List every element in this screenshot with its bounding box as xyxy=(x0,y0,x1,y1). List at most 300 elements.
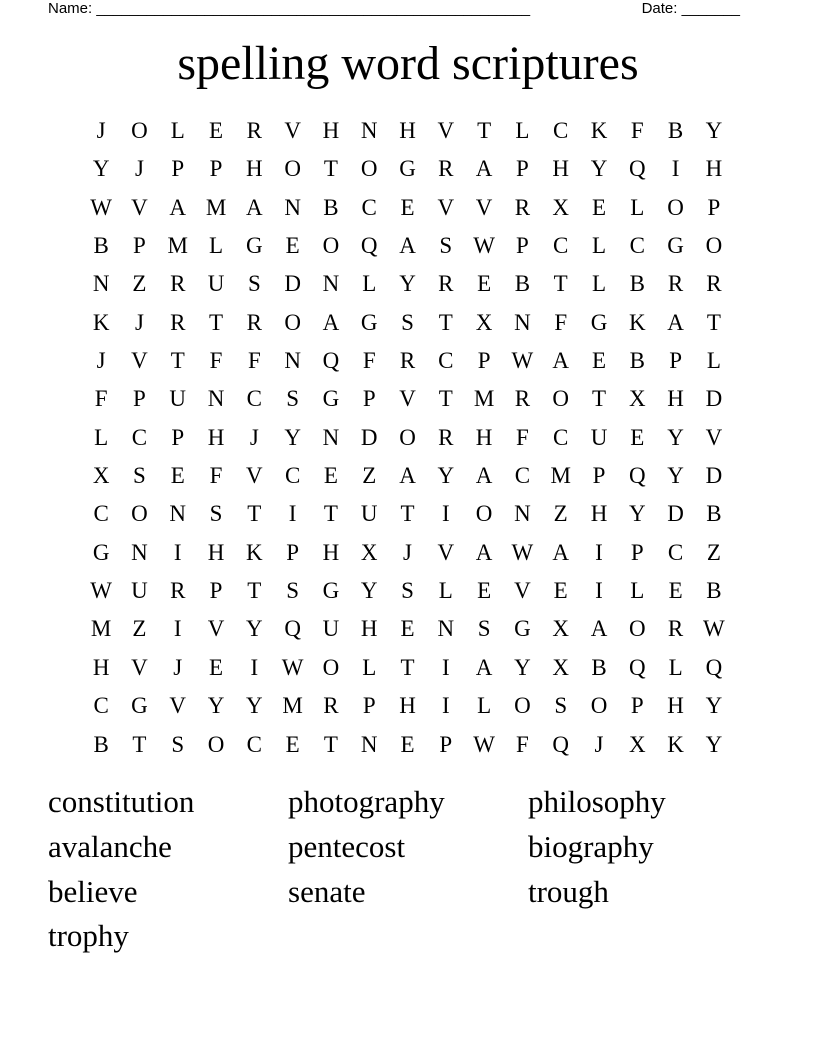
grid-letter: W xyxy=(703,616,725,642)
grid-letter: V xyxy=(437,539,455,565)
grid-letter: B xyxy=(591,654,607,680)
grid-letter: H xyxy=(246,156,263,182)
grid-letter: W xyxy=(511,539,534,565)
grid-letter: X xyxy=(92,463,110,489)
grid-row xyxy=(82,380,733,418)
grid-letter: Y xyxy=(360,578,378,604)
grid-letter: Q xyxy=(628,654,646,680)
grid-letter: H xyxy=(667,386,684,412)
grid-letter: B xyxy=(629,348,645,374)
grid-letter: K xyxy=(246,539,263,565)
grid-letter: A xyxy=(475,463,493,489)
grid-letter: K xyxy=(590,118,608,143)
grid-letter: C xyxy=(438,348,454,374)
grid-letter: H xyxy=(552,156,570,182)
grid-letter: L xyxy=(706,348,721,374)
grid-letter: S xyxy=(286,386,300,412)
grid-letter: N xyxy=(207,386,225,412)
grid-letter: S xyxy=(554,693,568,719)
grid-letter: R xyxy=(667,271,684,297)
grid-letter: F xyxy=(554,309,568,335)
grid-letter: R xyxy=(399,348,416,374)
grid-letter: U xyxy=(207,271,225,297)
grid-letter: Y xyxy=(399,271,416,297)
grid-letter: A xyxy=(399,463,416,489)
grid-letter: L xyxy=(362,654,377,680)
word-bank-item: avalanche xyxy=(48,828,172,864)
grid-letter: R xyxy=(246,309,262,335)
grid-letter: Y xyxy=(705,693,723,719)
grid-letter: I xyxy=(441,654,450,680)
grid-letter: F xyxy=(209,348,223,374)
grid-letter: U xyxy=(360,501,378,527)
grid-letter: K xyxy=(92,309,110,335)
grid-letter: E xyxy=(170,463,185,489)
grid-letter: N xyxy=(169,501,187,527)
grid-letter: N xyxy=(322,424,340,450)
grid-letter: W xyxy=(473,233,495,259)
grid-row xyxy=(82,227,733,265)
grid-letter: C xyxy=(93,501,109,527)
grid-letter: T xyxy=(438,386,453,412)
grid-letter: B xyxy=(629,271,645,297)
grid-letter: T xyxy=(323,501,338,527)
grid-letter: T xyxy=(706,309,721,335)
worksheet-title: spelling word scriptures xyxy=(177,37,639,90)
grid-letter: A xyxy=(399,233,416,259)
grid-letter: O xyxy=(705,233,723,259)
grid-letter: L xyxy=(94,424,109,450)
grid-letter: A xyxy=(475,539,493,565)
grid-letter: S xyxy=(477,616,491,642)
grid-letter: N xyxy=(360,731,378,757)
grid-letter: U xyxy=(590,424,608,450)
grid-letter: S xyxy=(133,463,146,489)
grid-letter: M xyxy=(473,386,495,412)
grid-letter: I xyxy=(595,539,603,565)
grid-letter: X xyxy=(552,616,570,642)
grid-letter: H xyxy=(590,501,608,527)
grid-letter: Z xyxy=(553,501,568,527)
grid-letter: T xyxy=(247,578,262,604)
grid-letter: L xyxy=(668,654,683,680)
grid-letter: T xyxy=(477,118,492,143)
grid-row xyxy=(82,457,733,495)
grid-letter: X xyxy=(360,539,378,565)
grid-letter: H xyxy=(399,118,416,143)
grid-letter: T xyxy=(323,731,338,757)
grid-letter: P xyxy=(362,693,376,719)
word-search-grid xyxy=(82,112,733,764)
grid-letter: L xyxy=(170,118,185,143)
name-field-label: Name: ____________________________________________________ xyxy=(48,0,531,17)
grid-letter: N xyxy=(131,539,148,565)
grid-letter: C xyxy=(284,463,301,489)
grid-letter: Y xyxy=(246,693,263,719)
word-bank xyxy=(48,780,768,959)
grid-letter: G xyxy=(246,233,263,259)
grid-letter: R xyxy=(706,271,722,297)
grid-letter: Y xyxy=(92,156,110,182)
grid-letter: V xyxy=(514,578,531,604)
grid-letter: T xyxy=(247,501,262,527)
grid-letter: S xyxy=(439,233,453,259)
grid-letter: J xyxy=(173,654,183,680)
word-bank-item: senate xyxy=(288,873,366,909)
word-bank-item: biography xyxy=(528,828,654,864)
grid-letter: T xyxy=(591,386,607,412)
grid-row xyxy=(82,495,733,533)
grid-letter: N xyxy=(437,616,455,642)
grid-letter: E xyxy=(400,616,415,642)
grid-letter: N xyxy=(284,348,301,374)
grid-letter: Y xyxy=(705,118,723,143)
grid-letter: A xyxy=(590,616,608,642)
grid-letter: Y xyxy=(246,616,263,642)
grid-letter: O xyxy=(475,501,493,527)
grid-letter: D xyxy=(705,463,723,489)
grid-letter: P xyxy=(477,348,491,374)
grid-letter: L xyxy=(438,578,453,604)
grid-letter: S xyxy=(286,578,300,604)
grid-letter: F xyxy=(247,348,261,374)
grid-row xyxy=(82,649,733,687)
grid-letter: R xyxy=(170,578,186,604)
grid-letter: Q xyxy=(360,233,378,259)
grid-letter: A xyxy=(552,348,570,374)
grid-row xyxy=(82,726,733,764)
grid-letter: Y xyxy=(667,463,684,489)
grid-letter: L xyxy=(630,578,645,604)
grid-letter: P xyxy=(669,348,682,374)
grid-letter: N xyxy=(514,309,531,335)
grid-letter: H xyxy=(475,424,493,450)
grid-letter: E xyxy=(630,424,645,450)
grid-letter: P xyxy=(707,194,721,220)
grid-letter: P xyxy=(133,386,146,412)
grid-letter: M xyxy=(550,463,571,489)
grid-letter: F xyxy=(630,118,644,143)
grid-letter: A xyxy=(475,654,493,680)
grid-letter: X xyxy=(552,194,570,220)
grid-letter: Y xyxy=(514,654,531,680)
grid-letter: O xyxy=(590,693,608,719)
grid-letter: F xyxy=(362,348,376,374)
grid-letter: G xyxy=(360,309,378,335)
grid-letter: B xyxy=(667,118,684,143)
grid-letter: Q xyxy=(284,616,301,642)
grid-letter: M xyxy=(205,194,227,220)
grid-letter: P xyxy=(592,463,606,489)
grid-letter: E xyxy=(209,118,224,143)
grid-letter: E xyxy=(477,578,492,604)
grid-letter: Y xyxy=(437,463,455,489)
grid-row xyxy=(82,342,733,380)
grid-letter: D xyxy=(705,386,723,412)
grid-letter: P xyxy=(209,578,223,604)
grid-letter: M xyxy=(282,693,303,719)
grid-letter: E xyxy=(285,731,300,757)
grid-letter: Y xyxy=(207,693,225,719)
grid-row xyxy=(82,572,733,610)
grid-letter: E xyxy=(400,194,415,220)
word-bank-item: pentecost xyxy=(288,828,406,864)
grid-letter: W xyxy=(473,731,495,757)
grid-letter: S xyxy=(401,578,414,604)
grid-letter: P xyxy=(516,233,529,259)
grid-letter: S xyxy=(171,731,185,757)
grid-letter: W xyxy=(90,194,112,220)
grid-letter: R xyxy=(170,271,186,297)
grid-letter: J xyxy=(134,309,144,335)
grid-letter: R xyxy=(323,693,339,719)
grid-letter: T xyxy=(400,654,415,680)
grid-letter: N xyxy=(92,271,110,297)
grid-letter: C xyxy=(514,463,531,489)
grid-letter: E xyxy=(668,578,683,604)
grid-row xyxy=(82,112,733,150)
word-bank-item: trough xyxy=(528,873,609,909)
grid-letter: S xyxy=(247,271,261,297)
grid-letter: Q xyxy=(628,463,646,489)
grid-letter: H xyxy=(207,424,225,450)
grid-letter: N xyxy=(360,118,378,143)
grid-letter: A xyxy=(246,194,263,220)
grid-letter: N xyxy=(322,271,340,297)
grid-letter: C xyxy=(361,194,377,220)
grid-letter: B xyxy=(323,194,339,220)
grid-letter: M xyxy=(167,233,188,259)
grid-letter: I xyxy=(173,616,182,642)
grid-letter: E xyxy=(591,348,607,374)
grid-letter: Y xyxy=(284,424,301,450)
grid-letter: I xyxy=(288,501,297,527)
grid-letter: Q xyxy=(322,348,340,374)
grid-row xyxy=(82,189,733,227)
grid-letter: I xyxy=(441,501,450,527)
grid-letter: B xyxy=(706,501,722,527)
grid-letter: H xyxy=(92,654,110,680)
grid-letter: C xyxy=(629,233,645,259)
word-bank-item: trophy xyxy=(48,918,129,954)
grid-letter: O xyxy=(628,616,646,642)
grid-letter: O xyxy=(131,501,148,527)
grid-letter: X xyxy=(628,386,646,412)
grid-letter: Z xyxy=(132,271,147,297)
grid-letter: T xyxy=(553,271,568,297)
grid-letter: V xyxy=(207,616,225,642)
grid-letter: C xyxy=(246,731,262,757)
grid-row xyxy=(82,419,733,457)
grid-letter: A xyxy=(169,194,187,220)
grid-letter: A xyxy=(475,156,493,182)
grid-letter: B xyxy=(514,271,531,297)
date-field-label: Date: _______ xyxy=(641,0,740,17)
grid-letter: U xyxy=(169,386,187,412)
grid-letter: T xyxy=(209,309,224,335)
grid-letter: O xyxy=(284,156,301,182)
grid-letter: I xyxy=(441,693,450,719)
grid-letter: V xyxy=(131,348,148,374)
grid-letter: F xyxy=(516,424,529,450)
grid-letter: R xyxy=(438,271,454,297)
grid-letter: O xyxy=(552,386,570,412)
grid-letter: J xyxy=(594,731,604,757)
grid-letter: E xyxy=(400,731,415,757)
grid-letter: R xyxy=(170,309,186,335)
grid-letter: O xyxy=(207,731,225,757)
grid-letter: O xyxy=(360,156,378,182)
grid-letter: R xyxy=(246,118,262,143)
grid-letter: A xyxy=(667,309,684,335)
grid-letter: P xyxy=(171,424,185,450)
grid-letter: A xyxy=(552,539,570,565)
grid-letter: L xyxy=(515,118,530,143)
grid-letter: U xyxy=(131,578,148,604)
grid-letter: J xyxy=(134,156,144,182)
grid-letter: F xyxy=(516,731,529,757)
grid-letter: T xyxy=(132,731,147,757)
grid-letter: D xyxy=(667,501,684,527)
word-bank-item: believe xyxy=(48,873,138,909)
grid-letter: W xyxy=(511,348,534,374)
grid-letter: W xyxy=(281,654,304,680)
grid-letter: T xyxy=(170,348,185,374)
grid-letter: P xyxy=(171,156,185,182)
grid-letter: H xyxy=(322,118,340,143)
grid-letter: O xyxy=(131,118,148,143)
grid-letter: L xyxy=(362,271,377,297)
grid-letter: D xyxy=(284,271,301,297)
grid-letter: A xyxy=(322,309,340,335)
grid-letter: O xyxy=(322,654,340,680)
grid-letter: Y xyxy=(628,501,646,527)
grid-letter: S xyxy=(401,309,414,335)
grid-letter: R xyxy=(438,424,454,450)
grid-letter: L xyxy=(591,271,607,297)
grid-letter: U xyxy=(322,616,340,642)
grid-letter: I xyxy=(250,654,259,680)
grid-letter: J xyxy=(403,539,412,565)
grid-letter: V xyxy=(705,424,723,450)
grid-letter: E xyxy=(477,271,492,297)
grid-letter: C xyxy=(553,118,569,143)
grid-letter: N xyxy=(514,501,531,527)
grid-letter: M xyxy=(90,616,112,642)
grid-letter: R xyxy=(438,156,454,182)
grid-letter: H xyxy=(705,156,723,182)
header-line xyxy=(48,0,740,20)
grid-letter: H xyxy=(322,539,340,565)
grid-letter: X xyxy=(628,731,646,757)
grid-letter: E xyxy=(591,194,607,220)
grid-letter: P xyxy=(209,156,223,182)
grid-letter: B xyxy=(93,731,109,757)
grid-letter: C xyxy=(93,693,109,719)
grid-letter: R xyxy=(514,194,531,220)
grid-letter: K xyxy=(667,731,684,757)
grid-letter: I xyxy=(595,578,603,604)
grid-letter: P xyxy=(362,386,376,412)
grid-letter: R xyxy=(667,616,684,642)
word-bank-item: photography xyxy=(288,784,445,819)
grid-letter: P xyxy=(630,693,644,719)
grid-letter: G xyxy=(514,616,531,642)
grid-letter: L xyxy=(630,194,645,220)
grid-letter: J xyxy=(96,348,106,374)
grid-letter: E xyxy=(323,463,338,489)
grid-letter: I xyxy=(173,539,182,565)
grid-row xyxy=(82,610,733,648)
grid-letter: Y xyxy=(667,424,684,450)
grid-letter: H xyxy=(207,539,225,565)
grid-letter: O xyxy=(284,309,301,335)
grid-letter: C xyxy=(553,424,569,450)
grid-letter: X xyxy=(475,309,493,335)
grid-letter: S xyxy=(209,501,223,527)
grid-letter: V xyxy=(284,118,301,143)
grid-letter: H xyxy=(667,693,684,719)
grid-letter: V xyxy=(437,194,455,220)
grid-row xyxy=(82,687,733,725)
grid-row xyxy=(82,534,733,572)
grid-letter: J xyxy=(96,118,106,143)
grid-letter: V xyxy=(131,654,148,680)
grid-letter: B xyxy=(93,233,109,259)
grid-letter: G xyxy=(667,233,684,259)
grid-letter: C xyxy=(131,424,148,450)
grid-letter: V xyxy=(169,693,187,719)
grid-letter: G xyxy=(131,693,148,719)
grid-letter: P xyxy=(286,539,300,565)
grid-letter: L xyxy=(591,233,607,259)
grid-letter: T xyxy=(323,156,338,182)
grid-letter: V xyxy=(437,118,455,143)
grid-letter: E xyxy=(209,654,224,680)
grid-letter: Z xyxy=(706,539,721,565)
grid-letter: G xyxy=(590,309,608,335)
grid-letter: P xyxy=(630,539,644,565)
grid-letter: Z xyxy=(132,616,147,642)
grid-letter: O xyxy=(514,693,531,719)
grid-letter: Z xyxy=(362,463,377,489)
grid-letter: Q xyxy=(628,156,646,182)
grid-letter: G xyxy=(322,578,340,604)
grid-letter: V xyxy=(131,194,148,220)
grid-letter: O xyxy=(322,233,340,259)
grid-row xyxy=(82,304,733,342)
grid-letter: N xyxy=(284,194,301,220)
grid-letter: V xyxy=(475,194,493,220)
grid-letter: K xyxy=(628,309,646,335)
grid-letter: Q xyxy=(705,654,723,680)
grid-letter: H xyxy=(360,616,378,642)
grid-letter: T xyxy=(400,501,415,527)
grid-letter: I xyxy=(671,156,680,182)
grid-letter: J xyxy=(249,424,259,450)
grid-letter: V xyxy=(399,386,416,412)
grid-letter: D xyxy=(360,424,378,450)
grid-letter: C xyxy=(246,386,262,412)
grid-row xyxy=(82,150,733,188)
grid-letter: X xyxy=(552,654,570,680)
grid-letter: V xyxy=(246,463,263,489)
grid-letter: Y xyxy=(705,731,723,757)
word-bank-item: philosophy xyxy=(528,784,666,819)
grid-letter: T xyxy=(438,309,453,335)
grid-letter: O xyxy=(667,194,684,220)
grid-letter: C xyxy=(553,233,569,259)
